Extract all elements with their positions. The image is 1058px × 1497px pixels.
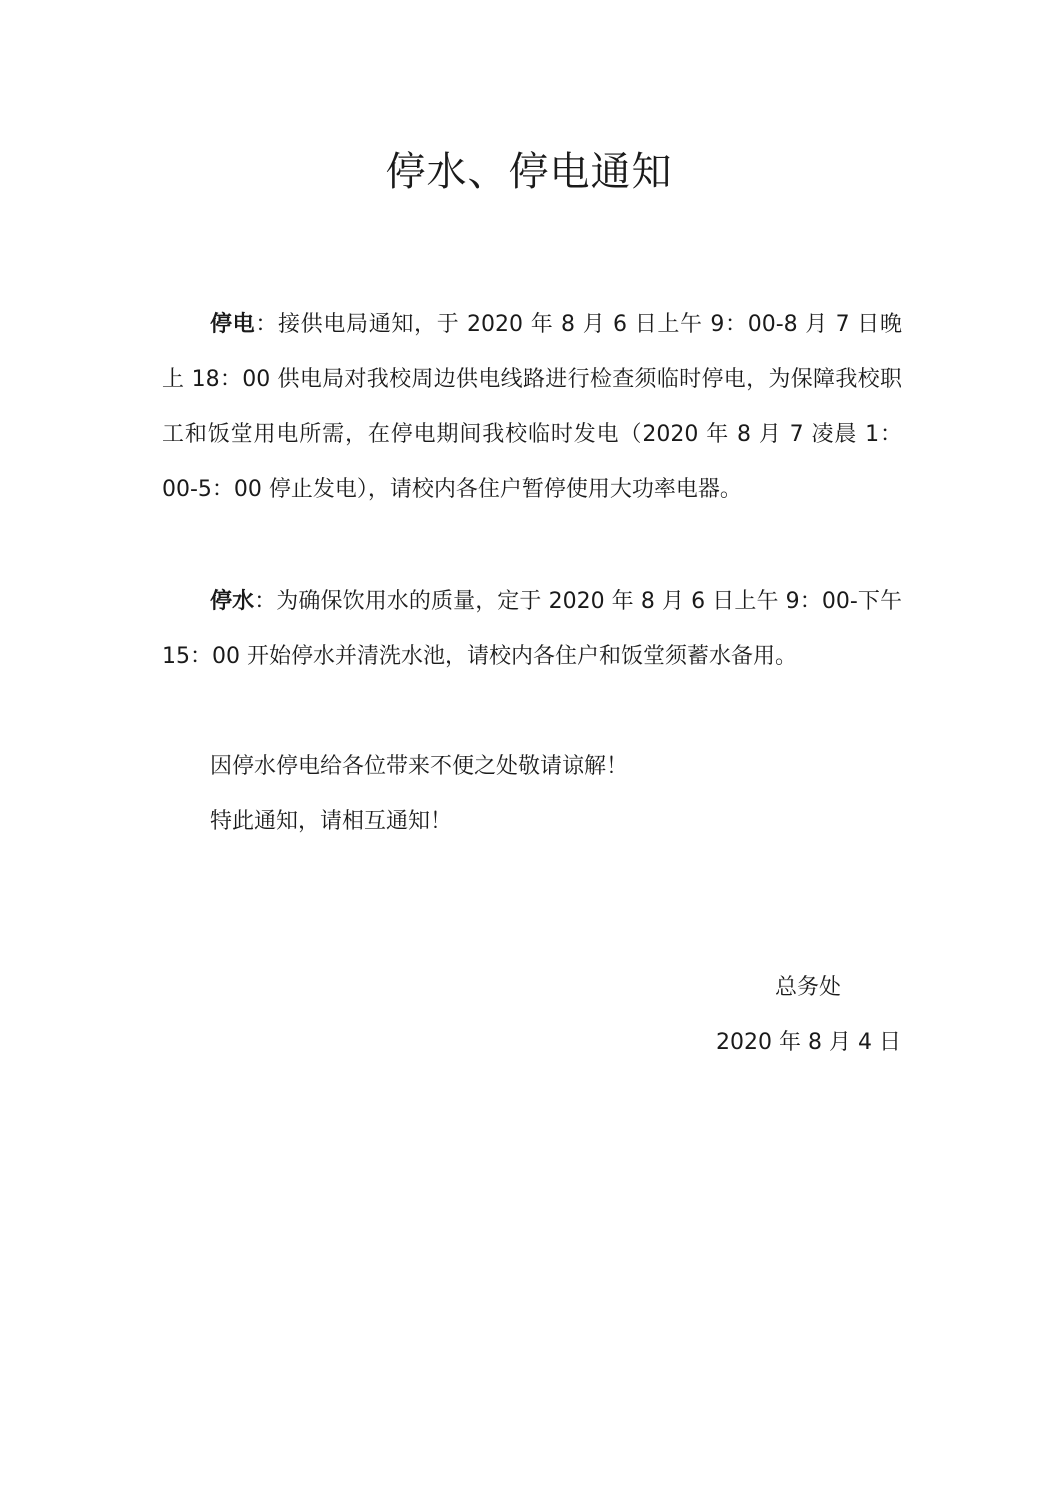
issuing-department: 总务处 bbox=[775, 975, 842, 1000]
water-outage-text: ：为确保饮用水的质量，定于 2020 年 8 月 6 日上午 9：00-下午 15：00 开始停水并清洗水池，请校内各住户和饭堂须蓄水备用。 bbox=[162, 589, 902, 669]
issue-date: 2020 年 8 月 4 日 bbox=[716, 1030, 901, 1055]
water-outage-paragraph bbox=[162, 574, 902, 684]
power-outage-text: ：接供电局通知，于 2020 年 8 月 6 日上午 9：00-8 月 7 日晚上 18：00 供电局对我校周边供电线路进行检查须临时停电，为保障我校职工和饭堂用电所需，在停电期间我校临时发电（2020 年 8 月 7 凌晨 1：00-5：00 停止发电），请校内各住户暂停使用大功率电器。 bbox=[162, 312, 902, 502]
notice-title: 停水、停电通知 bbox=[385, 149, 673, 195]
power-outage-paragraph bbox=[162, 297, 902, 517]
power-outage-heading: 停电 bbox=[210, 312, 256, 337]
water-outage-heading: 停水 bbox=[210, 589, 255, 614]
apology-line: 因停水停电给各位带来不便之处敬请谅解！ bbox=[210, 754, 629, 779]
notice-line: 特此通知，请相互通知！ bbox=[210, 809, 453, 834]
